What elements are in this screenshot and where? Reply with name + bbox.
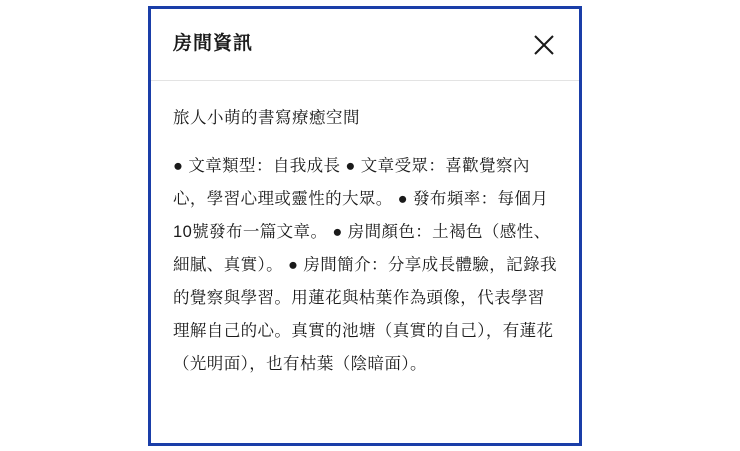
dialog-body: [151, 81, 579, 391]
room-description: ● 文章類型：自我成長 ● 文章受眾：喜歡覺察內心，學習心理或靈性的大眾。 ● 發布頻率：每個月10號發布一篇文章。 ● 房間顏色：土褐色（感性、細膩、真實）。 ● 房間簡介：分享成長體驗，記錄我的覺察與學習。用蓮花與枯葉作為頭像，代表學習理解自己的心。真實的池塘（真實的自己），有蓮花（光明面），也有枯葉（陰暗面）。: [173, 157, 557, 374]
close-icon: [533, 34, 555, 56]
dialog-title: 房間資訊: [173, 33, 254, 55]
room-info-dialog: [148, 6, 582, 446]
close-button[interactable]: [527, 28, 561, 62]
room-subtitle: 旅人小萌的書寫療癒空間: [173, 109, 360, 127]
dialog-header: [151, 9, 579, 81]
